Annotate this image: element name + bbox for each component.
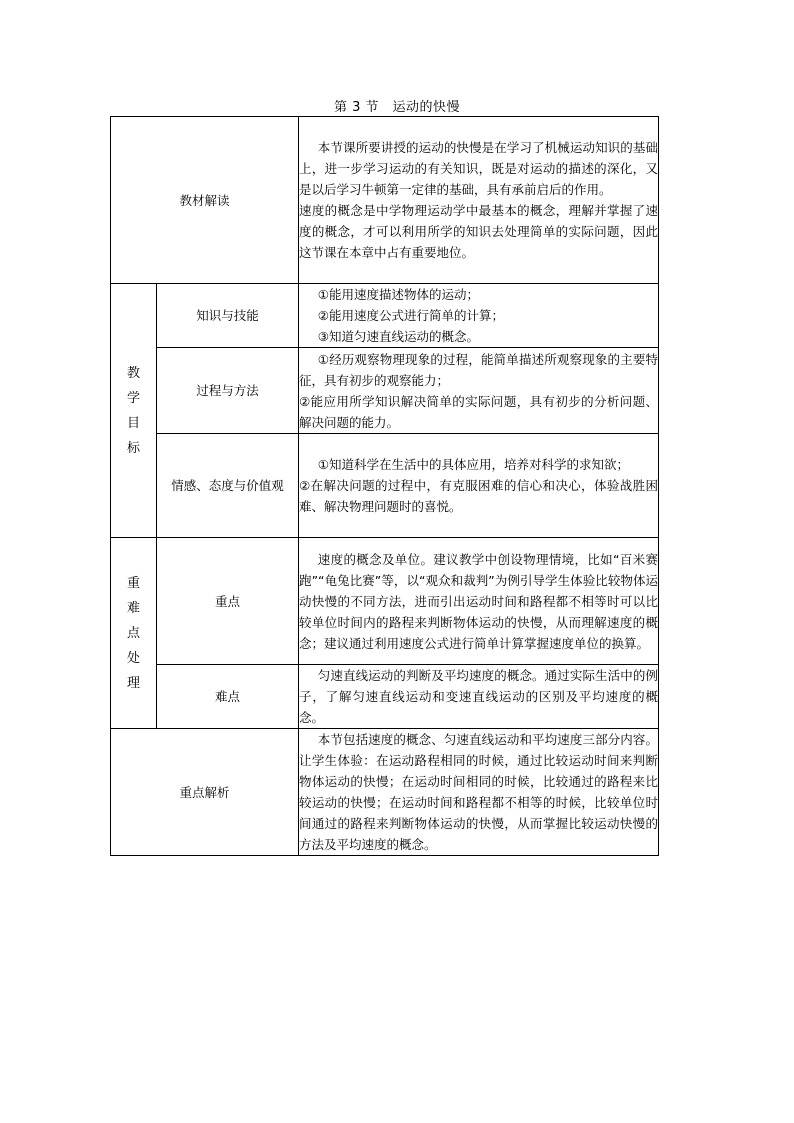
row-goal-emotion	[111, 434, 659, 538]
row-analysis	[111, 729, 659, 856]
keypoints-label-char: 难	[126, 600, 140, 616]
goals-label	[111, 284, 157, 538]
analysis-content	[299, 729, 659, 856]
emotion-item-1: ①知道科学在生活中的具体应用，培养对科学的求知欲；	[317, 457, 629, 472]
knowledge-item-3: ③知道匀速直线运动的概念。	[317, 329, 479, 344]
textbook-paragraph-2: 速度的概念是中学物理运动学中最基本的概念，理解并掌握了速度的概念，才可以利用所学的知识去处理简单的实际问题，因此这节课在本章中占有重要地位。	[299, 203, 659, 260]
row-focus	[111, 538, 659, 665]
goals-label-char: 目	[126, 415, 140, 431]
difficulty-text: 匀速直线运动的判断及平均速度的概念。通过实际生活中的例子，了解匀速直线运动和变速直线运动的区别及平均速度的概念。	[299, 668, 659, 725]
analysis-text: 本节包括速度的概念、匀速直线运动和平均速度三部分内容。让学生体验：在运动路程相同的时候，通过比较运动时间来判断物体运动的快慢；在运动时间相同的时候，比较通过的路程来比较运动的快慢；在运动时间和路程都不相等的时候，比较单位时间通过的路程来判断物体运动的快慢，从而掌握比较运动快慢的方法及平均速度的概念。	[299, 732, 659, 852]
emotion-item-2: ②在解决问题的过程中，有克服困难的信心和决心，体验战胜困难、解决物理问题时的喜悦。	[299, 478, 659, 514]
knowledge-label: 知识与技能	[157, 284, 299, 348]
lesson-table	[110, 116, 659, 856]
difficulty-content	[299, 665, 659, 729]
row-goal-knowledge	[111, 284, 659, 348]
keypoints-label-char: 点	[126, 625, 140, 641]
keypoints-label	[111, 538, 157, 729]
row-textbook	[111, 117, 659, 284]
knowledge-item-2: ②能用速度公式进行简单的计算；	[317, 308, 504, 323]
emotion-content	[299, 434, 659, 538]
process-label: 过程与方法	[157, 348, 299, 434]
keypoints-label-char: 理	[126, 675, 140, 691]
keypoints-label-char: 重	[126, 575, 140, 591]
textbook-label: 教材解读	[111, 117, 299, 284]
textbook-content	[299, 117, 659, 284]
page-title: 第 3 节 运动的快慢	[333, 100, 461, 115]
textbook-paragraph-1: 本节课所要讲授的运动的快慢是在学习了机械运动知识的基础上，进一步学习运动的有关知识，既是对运动的描述的深化，又是以后学习牛顿第一定律的基础，具有承前启后的作用。	[299, 140, 659, 197]
row-goal-process	[111, 348, 659, 434]
process-content	[299, 348, 659, 434]
focus-label: 重点	[157, 538, 299, 665]
focus-text: 速度的概念及单位。建议教学中创设物理情境，比如“百米赛跑”“龟兔比赛”等，以“观众和裁判”为例引导学生体验比较物体运动快慢的不同方法，进而引出运动时间和路程都不相等时可以比较单位时间内的路程来判断物体运动的快慢，从而理解速度的概念；建议通过利用速度公式进行简单计算掌握速度单位的换算。	[299, 551, 659, 651]
difficulty-label: 难点	[157, 665, 299, 729]
goals-label-char: 标	[126, 440, 140, 456]
process-item-1: ①经历观察物理现象的过程，能简单描述所观察现象的主要特征，具有初步的观察能力；	[299, 351, 659, 388]
knowledge-item-1: ①能用速度描述物体的运动；	[317, 287, 479, 302]
knowledge-content	[299, 284, 659, 348]
analysis-label: 重点解析	[111, 729, 299, 856]
process-item-2: ②能应用所学知识解决简单的实际问题，具有初步的分析问题、解决问题的能力。	[299, 393, 659, 430]
focus-content	[299, 538, 659, 665]
row-difficulty	[111, 665, 659, 729]
goals-label-char: 教	[126, 365, 140, 381]
emotion-label: 情感、态度与价值观	[157, 434, 299, 538]
goals-label-char: 学	[126, 390, 140, 406]
keypoints-label-char: 处	[126, 650, 140, 666]
